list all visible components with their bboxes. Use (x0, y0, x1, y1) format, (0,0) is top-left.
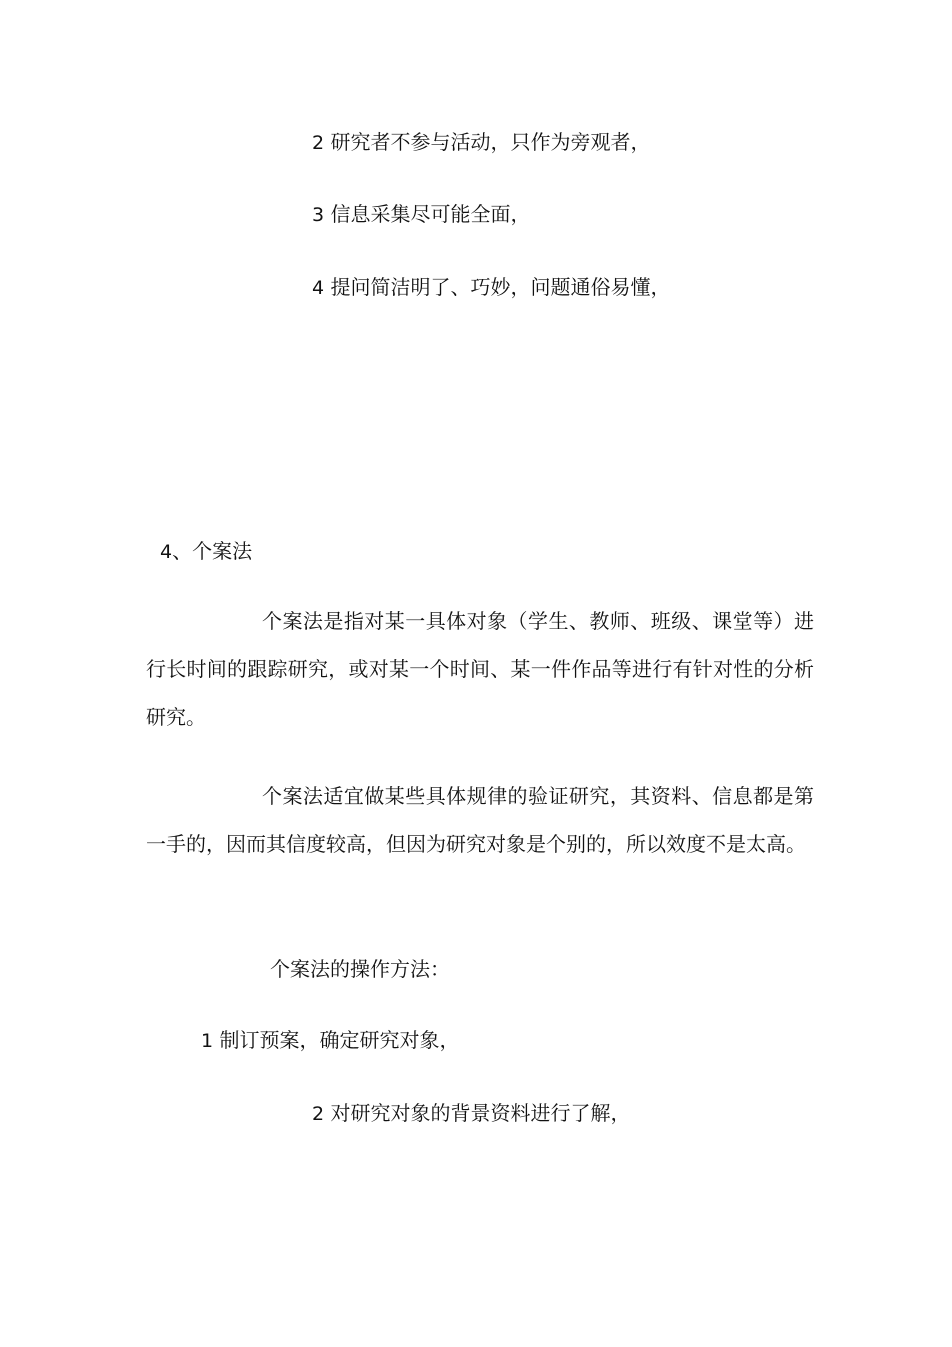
list-item-number: 3 (312, 204, 325, 226)
body-paragraph: 个案法适宜做某些具体规律的验证研究，其资料、信息都是第一手的，因而其信度较高，但因为研究对象是个别的，所以效度不是太高。 (146, 784, 814, 856)
list-item (312, 200, 530, 229)
list-item-text: 对研究对象的背景资料进行了解， (330, 1101, 631, 1125)
list-item-number: 1 (201, 1030, 214, 1052)
method-heading: 个案法的操作方法： (270, 957, 450, 981)
body-paragraph: 个案法是指对某一具体对象（学生、教师、班级、课堂等）进行长时间的跟踪研究，或对某一个时间、某一件作品等进行有针对性的分析 研究。 (146, 609, 814, 729)
section-title: 、个案法 (172, 539, 253, 563)
list-item-text: 制订预案，确定研究对象， (219, 1028, 460, 1052)
list-item (312, 273, 670, 302)
section-number: 4 (160, 541, 173, 563)
list-item (312, 128, 650, 157)
list-item-number: 2 (312, 1103, 325, 1125)
list-item (201, 1026, 459, 1055)
section-heading (160, 537, 252, 566)
list-item-number: 2 (312, 132, 325, 154)
list-item-text: 提问简洁明了、巧妙，问题通俗易懂， (330, 275, 671, 299)
list-item-text: 研究者不参与活动，只作为旁观者， (330, 130, 651, 154)
list-item (312, 1099, 630, 1128)
list-item-text: 信息采集尽可能全面， (330, 202, 531, 226)
list-item-number: 4 (312, 277, 325, 299)
